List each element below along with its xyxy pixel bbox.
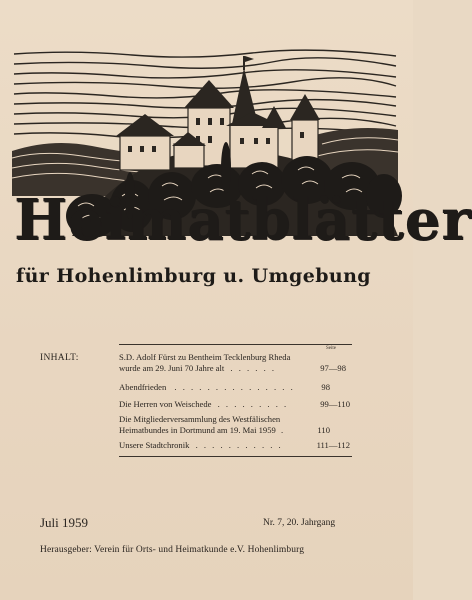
toc-entry-dots: .: [280, 425, 284, 435]
toc-entry-dots: . . . . . . . . . . .: [195, 440, 283, 450]
castle-woodcut-illustration: [12, 46, 472, 296]
toc-entry-title: Abendfrieden: [119, 382, 167, 392]
toc-bottom-rule: [119, 456, 352, 457]
toc-entry-pages: 110: [317, 425, 330, 435]
toc-entry-pages: 99—110: [320, 399, 350, 409]
toc-heading: INHALT:: [40, 353, 79, 363]
toc-entry-dots: . . . . . .: [230, 363, 277, 373]
toc-entry-pages: 98: [321, 382, 330, 392]
toc-entry-title: Die Herren von Weischede: [119, 399, 212, 409]
toc-entry: [119, 399, 352, 410]
toc-entry-pages: 111—112: [316, 440, 350, 450]
toc-entry: [119, 382, 352, 393]
publisher-line: Herausgeber: Verein für Orts- und Heimatkunde e.V. Hohenlimburg: [40, 545, 305, 555]
toc-entry-title: Die Mitgliederversammlung des Westfälischen: [119, 414, 281, 424]
issue-date: Juli 1959: [40, 515, 89, 530]
toc-entry-dots: . . . . . . . . .: [217, 399, 289, 409]
toc-entry-title: Unsere Stadtchronik: [119, 440, 190, 450]
toc-top-rule: [119, 344, 352, 345]
masthead-title: Heimatblätter: [14, 187, 472, 253]
toc-page-column-label: Seite: [326, 346, 336, 351]
toc-entry-title: S.D. Adolf Fürst zu Bentheim Tecklenburg Rheda: [119, 352, 291, 362]
issue-number: Nr. 7, 20. Jahrgang: [263, 518, 336, 528]
toc-entry: [119, 440, 352, 451]
masthead-subtitle: für Hohenlimburg u. Umgebung: [16, 265, 371, 287]
toc-entry-pages: 97—98: [320, 363, 346, 373]
toc-entry-dots: . . . . . . . . . . . . . . .: [174, 382, 295, 392]
toc-entry: [119, 352, 352, 374]
toc-entry: [119, 414, 352, 436]
toc-entry-title-cont: wurde am 29. Juni 70 Jahre alt: [119, 363, 225, 373]
toc-entry-title-cont: Heimatbundes in Dortmund am 19. Mai 1959: [119, 425, 276, 435]
